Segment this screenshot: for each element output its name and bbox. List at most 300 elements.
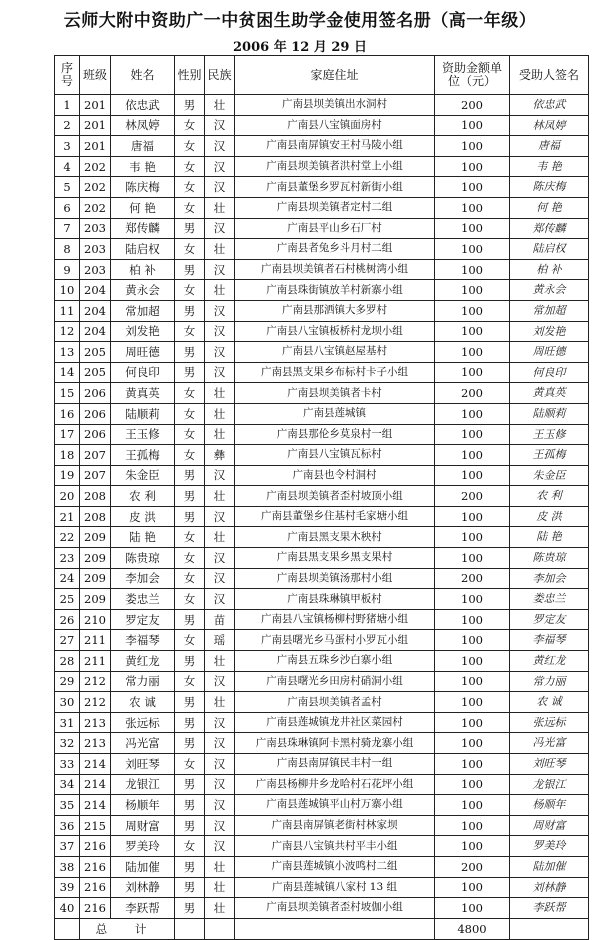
cell-class: 203 (80, 239, 111, 260)
cell-address: 广南县五珠乡沙白寨小组 (235, 651, 435, 672)
cell-address: 广南县坝美镇者歪村坡顶小组 (235, 486, 435, 507)
cell-signature: 陆启权 (510, 239, 589, 260)
cell-amount: 100 (435, 362, 510, 383)
cell-amount: 100 (435, 156, 510, 177)
cell-signature: 常力丽 (510, 671, 589, 692)
cell-sex: 男 (175, 651, 205, 672)
cell-address: 广南县坝美镇者孟村 (235, 692, 435, 713)
document-date: 2006 年 12 月 29 日 (233, 40, 367, 55)
cell-name: 周旺德 (111, 342, 175, 363)
cell-class: 216 (80, 836, 111, 857)
cell-address: 广南县坝美镇者洪村堂上小组 (235, 156, 435, 177)
cell-ethnicity: 苗 (205, 609, 235, 630)
cell-sex: 女 (175, 527, 205, 548)
cell-amount: 100 (435, 651, 510, 672)
cell-sex: 女 (175, 115, 205, 136)
cell-amount: 100 (435, 342, 510, 363)
cell-sex: 男 (175, 95, 205, 116)
cell-class: 209 (80, 568, 111, 589)
cell-signature: 柏 补 (510, 259, 589, 280)
cell-address: 广南县董堡乡住基村毛家塘小组 (235, 506, 435, 527)
cell-no: 40 (55, 898, 80, 919)
cell-class: 207 (80, 445, 111, 466)
cell-ethnicity: 壮 (205, 486, 235, 507)
cell-ethnicity: 彝 (205, 445, 235, 466)
table-row (55, 136, 589, 157)
cell-name: 农 利 (111, 486, 175, 507)
cell-no: 5 (55, 177, 80, 198)
cell-signature: 何良印 (510, 362, 589, 383)
cell-class: 213 (80, 712, 111, 733)
cell-ethnicity: 壮 (205, 877, 235, 898)
cell-signature: 黄红龙 (510, 651, 589, 672)
cell-name: 陆顺莉 (111, 403, 175, 424)
cell-class: 216 (80, 877, 111, 898)
cell-name: 杨顺年 (111, 795, 175, 816)
table-row (55, 424, 589, 445)
cell-signature: 陈庆梅 (510, 177, 589, 198)
cell-class: 203 (80, 218, 111, 239)
cell-class: 204 (80, 300, 111, 321)
table-row (55, 692, 589, 713)
cell-amount: 100 (435, 465, 510, 486)
cell-signature: 黄真英 (510, 383, 589, 404)
cell-signature: 农 诚 (510, 692, 589, 713)
cell-class: 207 (80, 465, 111, 486)
cell-name: 王孤梅 (111, 445, 175, 466)
cell-name: 朱金臣 (111, 465, 175, 486)
cell-name: 黄永会 (111, 280, 175, 301)
cell-signature: 陆顺莉 (510, 403, 589, 424)
cell-no: 18 (55, 445, 80, 466)
cell-amount: 100 (435, 177, 510, 198)
cell-no: 19 (55, 465, 80, 486)
cell-no: 36 (55, 815, 80, 836)
cell-address: 广南县也令村洞村 (235, 465, 435, 486)
cell-address: 广南县南屏镇老街村林家坝 (235, 815, 435, 836)
cell-name: 陈贵琼 (111, 548, 175, 569)
cell-amount: 100 (435, 218, 510, 239)
cell-signature: 常加超 (510, 300, 589, 321)
header-no: 序号 (55, 56, 80, 95)
table-row (55, 898, 589, 919)
cell-no: 21 (55, 506, 80, 527)
cell-signature: 罗定友 (510, 609, 589, 630)
cell-address: 广南县坝美镇者卡村 (235, 383, 435, 404)
total-blank (205, 918, 235, 939)
cell-signature: 依忠武 (510, 95, 589, 116)
cell-ethnicity: 壮 (205, 239, 235, 260)
cell-name: 何良印 (111, 362, 175, 383)
table-row (55, 177, 589, 198)
table-row (55, 218, 589, 239)
cell-sex: 男 (175, 259, 205, 280)
total-row (55, 918, 589, 939)
cell-name: 陆 艳 (111, 527, 175, 548)
cell-amount: 200 (435, 95, 510, 116)
cell-no: 20 (55, 486, 80, 507)
cell-address: 广南县杨柳井乡龙哈村石花坪小组 (235, 774, 435, 795)
cell-class: 206 (80, 383, 111, 404)
table-row (55, 445, 589, 466)
cell-name: 郑传麟 (111, 218, 175, 239)
cell-ethnicity: 壮 (205, 856, 235, 877)
cell-sex: 女 (175, 754, 205, 775)
table-row (55, 239, 589, 260)
table-row (55, 95, 589, 116)
cell-ethnicity: 汉 (205, 671, 235, 692)
cell-no: 37 (55, 836, 80, 857)
cell-no: 31 (55, 712, 80, 733)
cell-name: 陆加催 (111, 856, 175, 877)
cell-ethnicity: 汉 (205, 300, 235, 321)
cell-sex: 男 (175, 733, 205, 754)
cell-name: 林凤婷 (111, 115, 175, 136)
cell-sex: 女 (175, 197, 205, 218)
cell-sex: 女 (175, 630, 205, 651)
table-row (55, 280, 589, 301)
cell-name: 张远标 (111, 712, 175, 733)
cell-class: 201 (80, 115, 111, 136)
table-row (55, 465, 589, 486)
cell-ethnicity: 壮 (205, 527, 235, 548)
cell-no: 6 (55, 197, 80, 218)
cell-address: 广南县南屏镇民丰村一组 (235, 754, 435, 775)
table-row (55, 815, 589, 836)
cell-name: 刘发艳 (111, 321, 175, 342)
cell-name: 刘旺琴 (111, 754, 175, 775)
table-row (55, 403, 589, 424)
cell-name: 农 诚 (111, 692, 175, 713)
cell-class: 214 (80, 754, 111, 775)
header-name: 姓名 (111, 56, 175, 95)
cell-amount: 100 (435, 197, 510, 218)
cell-ethnicity: 汉 (205, 774, 235, 795)
cell-name: 皮 洪 (111, 506, 175, 527)
cell-signature: 周旺德 (510, 342, 589, 363)
table-row (55, 877, 589, 898)
cell-signature: 刘发艳 (510, 321, 589, 342)
cell-signature: 何 艳 (510, 197, 589, 218)
cell-address: 广南县那伦乡莫泉村一组 (235, 424, 435, 445)
cell-ethnicity: 汉 (205, 136, 235, 157)
cell-sex: 男 (175, 465, 205, 486)
cell-class: 216 (80, 856, 111, 877)
cell-ethnicity: 汉 (205, 465, 235, 486)
cell-no: 24 (55, 568, 80, 589)
cell-no: 25 (55, 589, 80, 610)
cell-address: 广南县珠琳镇阿卡黑村骑龙寨小组 (235, 733, 435, 754)
cell-signature: 杨顺年 (510, 795, 589, 816)
table-row (55, 712, 589, 733)
cell-address: 广南县者兔乡斗月村二组 (235, 239, 435, 260)
cell-address: 广南县莲城镇 (235, 403, 435, 424)
cell-sex: 女 (175, 239, 205, 260)
cell-name: 陆启权 (111, 239, 175, 260)
table-row (55, 568, 589, 589)
cell-ethnicity: 汉 (205, 795, 235, 816)
cell-address: 广南县那洒镇大多罗村 (235, 300, 435, 321)
cell-sex: 男 (175, 877, 205, 898)
cell-address: 广南县黑支果乡布标村卡子小组 (235, 362, 435, 383)
cell-no: 32 (55, 733, 80, 754)
cell-ethnicity: 汉 (205, 836, 235, 857)
cell-sex: 男 (175, 300, 205, 321)
total-amount: 4800 (435, 918, 510, 939)
cell-no: 23 (55, 548, 80, 569)
cell-name: 王玉修 (111, 424, 175, 445)
cell-address: 广南县黑支果木秧村 (235, 527, 435, 548)
cell-no: 8 (55, 239, 80, 260)
cell-amount: 200 (435, 383, 510, 404)
table-row (55, 774, 589, 795)
cell-sex: 女 (175, 671, 205, 692)
cell-ethnicity: 汉 (205, 815, 235, 836)
cell-no: 12 (55, 321, 80, 342)
cell-amount: 100 (435, 877, 510, 898)
cell-amount: 100 (435, 136, 510, 157)
cell-address: 广南县珠琳镇甲板村 (235, 589, 435, 610)
cell-amount: 100 (435, 403, 510, 424)
cell-class: 208 (80, 486, 111, 507)
cell-signature: 唐福 (510, 136, 589, 157)
cell-ethnicity: 壮 (205, 424, 235, 445)
cell-ethnicity: 壮 (205, 898, 235, 919)
table-row (55, 383, 589, 404)
cell-name: 冯光富 (111, 733, 175, 754)
cell-amount: 100 (435, 115, 510, 136)
total-blank (175, 918, 205, 939)
cell-signature: 娄忠兰 (510, 589, 589, 610)
cell-sex: 男 (175, 506, 205, 527)
table-row (55, 342, 589, 363)
cell-amount: 100 (435, 815, 510, 836)
cell-address: 广南县曙光乡马蛋村小罗瓦小组 (235, 630, 435, 651)
cell-class: 211 (80, 630, 111, 651)
cell-signature: 周财富 (510, 815, 589, 836)
cell-name: 唐福 (111, 136, 175, 157)
cell-amount: 100 (435, 692, 510, 713)
table-row (55, 589, 589, 610)
cell-ethnicity: 壮 (205, 403, 235, 424)
header-amount: 资助金额单位（元） (435, 56, 510, 95)
cell-sex: 男 (175, 774, 205, 795)
cell-ethnicity: 壮 (205, 692, 235, 713)
cell-signature: 农 利 (510, 486, 589, 507)
cell-sex: 女 (175, 177, 205, 198)
cell-no: 39 (55, 877, 80, 898)
cell-sex: 女 (175, 589, 205, 610)
cell-signature: 陆加催 (510, 856, 589, 877)
table-row (55, 156, 589, 177)
cell-signature: 刘林静 (510, 877, 589, 898)
cell-signature: 林凤婷 (510, 115, 589, 136)
cell-name: 陈庆梅 (111, 177, 175, 198)
cell-class: 201 (80, 136, 111, 157)
cell-signature: 黄永会 (510, 280, 589, 301)
header-class: 班级 (80, 56, 111, 95)
total-label: 总 计 (80, 918, 175, 939)
table-row (55, 197, 589, 218)
table-row (55, 651, 589, 672)
cell-address: 广南县坝美镇者石村桃树湾小组 (235, 259, 435, 280)
cell-sex: 男 (175, 898, 205, 919)
cell-class: 212 (80, 671, 111, 692)
cell-sex: 女 (175, 321, 205, 342)
header-signature: 受助人签名 (510, 56, 589, 95)
cell-name: 龙银江 (111, 774, 175, 795)
cell-class: 211 (80, 651, 111, 672)
cell-no: 27 (55, 630, 80, 651)
cell-no: 26 (55, 609, 80, 630)
cell-class: 209 (80, 527, 111, 548)
cell-address: 广南县莲城镇龙井社区菜园村 (235, 712, 435, 733)
cell-amount: 200 (435, 856, 510, 877)
cell-ethnicity: 汉 (205, 733, 235, 754)
cell-ethnicity: 汉 (205, 568, 235, 589)
cell-signature: 刘旺琴 (510, 754, 589, 775)
cell-class: 203 (80, 259, 111, 280)
cell-ethnicity: 瑶 (205, 630, 235, 651)
cell-name: 李加会 (111, 568, 175, 589)
cell-address: 广南县莲城镇八家村 13 组 (235, 877, 435, 898)
cell-class: 210 (80, 609, 111, 630)
cell-address: 广南县八宝镇面房村 (235, 115, 435, 136)
cell-sex: 女 (175, 568, 205, 589)
cell-class: 202 (80, 197, 111, 218)
cell-address: 广南县黑支果乡黑支果村 (235, 548, 435, 569)
table-row (55, 527, 589, 548)
cell-amount: 100 (435, 300, 510, 321)
cell-class: 212 (80, 692, 111, 713)
cell-amount: 200 (435, 486, 510, 507)
table-row (55, 733, 589, 754)
signature-table (54, 55, 589, 940)
cell-sex: 女 (175, 445, 205, 466)
cell-sex: 男 (175, 692, 205, 713)
table-row (55, 795, 589, 816)
cell-class: 205 (80, 362, 111, 383)
cell-address: 广南县莲城镇平山村万寨小组 (235, 795, 435, 816)
cell-ethnicity: 汉 (205, 115, 235, 136)
cell-amount: 100 (435, 712, 510, 733)
cell-class: 215 (80, 815, 111, 836)
cell-sex: 男 (175, 856, 205, 877)
cell-ethnicity: 汉 (205, 177, 235, 198)
cell-signature: 陆 艳 (510, 527, 589, 548)
table-row (55, 486, 589, 507)
cell-amount: 200 (435, 568, 510, 589)
cell-address: 广南县八宝镇赵屋基村 (235, 342, 435, 363)
cell-no: 16 (55, 403, 80, 424)
cell-amount: 100 (435, 239, 510, 260)
cell-no: 15 (55, 383, 80, 404)
cell-amount: 100 (435, 548, 510, 569)
cell-no: 34 (55, 774, 80, 795)
cell-no: 2 (55, 115, 80, 136)
cell-sex: 男 (175, 486, 205, 507)
cell-name: 李福琴 (111, 630, 175, 651)
page-title: 云师大附中资助广一中贫困生助学金使用签名册（高一年级） (63, 11, 537, 31)
cell-amount: 100 (435, 259, 510, 280)
table-row (55, 754, 589, 775)
table-row (55, 300, 589, 321)
cell-address: 广南县八宝镇共村平丰小组 (235, 836, 435, 857)
cell-name: 韦 艳 (111, 156, 175, 177)
cell-ethnicity: 壮 (205, 383, 235, 404)
cell-class: 208 (80, 506, 111, 527)
table-row (55, 115, 589, 136)
cell-ethnicity: 汉 (205, 548, 235, 569)
cell-no: 33 (55, 754, 80, 775)
cell-amount: 100 (435, 445, 510, 466)
cell-amount: 100 (435, 774, 510, 795)
cell-signature: 冯光富 (510, 733, 589, 754)
table-row (55, 548, 589, 569)
total-blank (510, 918, 589, 939)
cell-class: 213 (80, 733, 111, 754)
table-row (55, 362, 589, 383)
cell-amount: 100 (435, 321, 510, 342)
cell-address: 广南县八宝镇杨柳村野猪塘小组 (235, 609, 435, 630)
cell-address: 广南县南屏镇安王村马陵小组 (235, 136, 435, 157)
cell-address: 广南县八宝镇板桥村龙坝小组 (235, 321, 435, 342)
header-ethnicity: 民族 (205, 56, 235, 95)
cell-name: 罗定友 (111, 609, 175, 630)
cell-no: 3 (55, 136, 80, 157)
cell-address: 广南县坝美镇汤那村小组 (235, 568, 435, 589)
cell-address: 广南县莲城镇小波鸣村二组 (235, 856, 435, 877)
cell-sex: 女 (175, 156, 205, 177)
cell-signature: 李加会 (510, 568, 589, 589)
cell-name: 周财富 (111, 815, 175, 836)
cell-ethnicity: 壮 (205, 651, 235, 672)
cell-amount: 100 (435, 733, 510, 754)
cell-amount: 100 (435, 836, 510, 857)
cell-amount: 100 (435, 898, 510, 919)
cell-sex: 女 (175, 403, 205, 424)
cell-amount: 100 (435, 671, 510, 692)
cell-name: 常力丽 (111, 671, 175, 692)
table-row (55, 630, 589, 651)
cell-sex: 男 (175, 362, 205, 383)
cell-address: 广南县曙光乡田房村硝洞小组 (235, 671, 435, 692)
cell-amount: 100 (435, 630, 510, 651)
cell-name: 何 艳 (111, 197, 175, 218)
cell-ethnicity: 汉 (205, 259, 235, 280)
cell-address: 广南县董堡乡罗瓦村新街小组 (235, 177, 435, 198)
cell-no: 13 (55, 342, 80, 363)
cell-address: 广南县八宝镇瓦标村 (235, 445, 435, 466)
cell-sex: 女 (175, 280, 205, 301)
cell-sex: 女 (175, 136, 205, 157)
cell-no: 30 (55, 692, 80, 713)
cell-ethnicity: 汉 (205, 589, 235, 610)
cell-signature: 李跃帮 (510, 898, 589, 919)
cell-address: 广南县坝美镇者歪村坡伽小组 (235, 898, 435, 919)
cell-no: 35 (55, 795, 80, 816)
cell-class: 209 (80, 548, 111, 569)
cell-class: 204 (80, 280, 111, 301)
cell-name: 李跃帮 (111, 898, 175, 919)
table-row (55, 856, 589, 877)
cell-class: 206 (80, 403, 111, 424)
cell-name: 黄真英 (111, 383, 175, 404)
cell-signature: 王玉修 (510, 424, 589, 445)
cell-signature: 王孤梅 (510, 445, 589, 466)
cell-no: 22 (55, 527, 80, 548)
table-header-row (55, 56, 589, 95)
